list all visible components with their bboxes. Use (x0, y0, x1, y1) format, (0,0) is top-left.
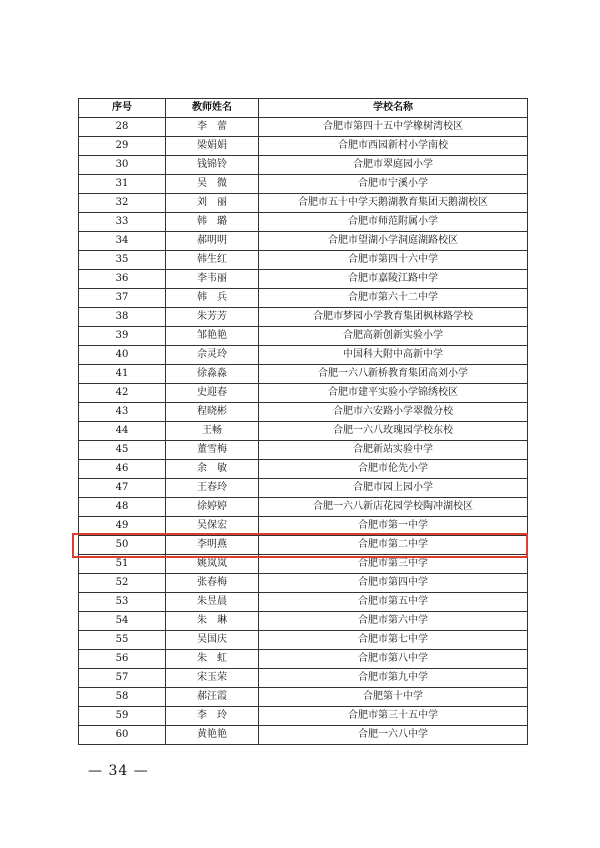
table-row (79, 137, 528, 156)
cell-school-name: 中国科大附中高新中学 (259, 346, 528, 365)
table-row (79, 669, 528, 688)
cell-teacher-name: 刘 丽 (166, 194, 259, 213)
cell-serial-number: 60 (79, 726, 166, 745)
cell-teacher-name: 吴国庆 (166, 631, 259, 650)
cell-school-name: 合肥市园上园小学 (259, 479, 528, 498)
table-row (79, 384, 528, 403)
cell-serial-number: 34 (79, 232, 166, 251)
table-row (79, 251, 528, 270)
table-row (79, 707, 528, 726)
cell-serial-number: 36 (79, 270, 166, 289)
cell-serial-number: 41 (79, 365, 166, 384)
cell-school-name: 合肥市第六中学 (259, 612, 528, 631)
teacher-school-table (78, 98, 528, 745)
cell-school-name: 合肥市师范附属小学 (259, 213, 528, 232)
table-row (79, 270, 528, 289)
table-row (79, 308, 528, 327)
cell-teacher-name: 郝明明 (166, 232, 259, 251)
cell-serial-number: 55 (79, 631, 166, 650)
cell-school-name: 合肥市第四十六中学 (259, 251, 528, 270)
cell-teacher-name: 徐婷婷 (166, 498, 259, 517)
cell-teacher-name: 韩 璐 (166, 213, 259, 232)
cell-serial-number: 35 (79, 251, 166, 270)
cell-school-name: 合肥市第六十二中学 (259, 289, 528, 308)
cell-serial-number: 57 (79, 669, 166, 688)
table-row (79, 612, 528, 631)
cell-teacher-name: 姚岚岚 (166, 555, 259, 574)
cell-teacher-name: 佘灵玲 (166, 346, 259, 365)
cell-serial-number: 51 (79, 555, 166, 574)
cell-teacher-name: 朱 虹 (166, 650, 259, 669)
cell-teacher-name: 朱芳芳 (166, 308, 259, 327)
cell-serial-number: 30 (79, 156, 166, 175)
cell-teacher-name: 王畅 (166, 422, 259, 441)
cell-teacher-name: 张春梅 (166, 574, 259, 593)
cell-teacher-name: 韩 兵 (166, 289, 259, 308)
cell-serial-number: 32 (79, 194, 166, 213)
header-school-name: 学校名称 (259, 99, 528, 118)
cell-school-name: 合肥一六八新桥教育集团高刘小学 (259, 365, 528, 384)
cell-serial-number: 40 (79, 346, 166, 365)
cell-teacher-name: 徐淼淼 (166, 365, 259, 384)
cell-teacher-name: 邹艳艳 (166, 327, 259, 346)
table-row (79, 403, 528, 422)
table-row (79, 517, 528, 536)
cell-school-name: 合肥市第七中学 (259, 631, 528, 650)
cell-serial-number: 44 (79, 422, 166, 441)
cell-teacher-name: 黄艳艳 (166, 726, 259, 745)
table-row (79, 232, 528, 251)
cell-teacher-name: 李明燕 (166, 536, 259, 555)
cell-serial-number: 53 (79, 593, 166, 612)
cell-school-name: 合肥市第一中学 (259, 517, 528, 536)
cell-school-name: 合肥市梦园小学教育集团枫林路学校 (259, 308, 528, 327)
cell-serial-number: 50 (79, 536, 166, 555)
cell-serial-number: 48 (79, 498, 166, 517)
cell-serial-number: 46 (79, 460, 166, 479)
cell-school-name: 合肥高新创新实验小学 (259, 327, 528, 346)
table-row (79, 194, 528, 213)
cell-serial-number: 39 (79, 327, 166, 346)
table-header-row (79, 99, 528, 118)
header-serial-number: 序号 (79, 99, 166, 118)
cell-school-name: 合肥市嘉陵江路中学 (259, 270, 528, 289)
cell-serial-number: 38 (79, 308, 166, 327)
table-row (79, 365, 528, 384)
cell-school-name: 合肥市第九中学 (259, 669, 528, 688)
cell-school-name: 合肥一六八玫瑰园学校东校 (259, 422, 528, 441)
cell-school-name: 合肥市六安路小学翠微分校 (259, 403, 528, 422)
cell-school-name: 合肥市第四十五中学橡树湾校区 (259, 118, 528, 137)
cell-serial-number: 59 (79, 707, 166, 726)
page-number: — 34 — (88, 763, 149, 779)
cell-teacher-name: 钱锦铃 (166, 156, 259, 175)
cell-serial-number: 37 (79, 289, 166, 308)
cell-serial-number: 28 (79, 118, 166, 137)
table-row (79, 574, 528, 593)
header-teacher-name: 教师姓名 (166, 99, 259, 118)
cell-serial-number: 47 (79, 479, 166, 498)
table-row (79, 498, 528, 517)
cell-teacher-name: 李韦丽 (166, 270, 259, 289)
cell-serial-number: 52 (79, 574, 166, 593)
table-row (79, 327, 528, 346)
cell-school-name: 合肥一六八新店花园学校陶冲湖校区 (259, 498, 528, 517)
cell-teacher-name: 宋玉荣 (166, 669, 259, 688)
cell-serial-number: 54 (79, 612, 166, 631)
cell-teacher-name: 韩生红 (166, 251, 259, 270)
cell-teacher-name: 李 玲 (166, 707, 259, 726)
cell-serial-number: 43 (79, 403, 166, 422)
cell-teacher-name: 董雪梅 (166, 441, 259, 460)
cell-school-name: 合肥第十中学 (259, 688, 528, 707)
table-body (79, 118, 528, 745)
cell-school-name: 合肥市第五中学 (259, 593, 528, 612)
table-row (79, 479, 528, 498)
cell-school-name: 合肥市第八中学 (259, 650, 528, 669)
cell-teacher-name: 余 敏 (166, 460, 259, 479)
table-row (79, 346, 528, 365)
cell-serial-number: 45 (79, 441, 166, 460)
cell-teacher-name: 梁娟娟 (166, 137, 259, 156)
cell-teacher-name: 王春玲 (166, 479, 259, 498)
table-row (79, 593, 528, 612)
cell-school-name: 合肥一六八中学 (259, 726, 528, 745)
table-row (79, 289, 528, 308)
table-row (79, 631, 528, 650)
table-row (79, 213, 528, 232)
table-row (79, 441, 528, 460)
table-row (79, 460, 528, 479)
cell-school-name: 合肥市宁溪小学 (259, 175, 528, 194)
cell-serial-number: 29 (79, 137, 166, 156)
cell-school-name: 合肥市第三十五中学 (259, 707, 528, 726)
cell-teacher-name: 朱昱晨 (166, 593, 259, 612)
cell-teacher-name: 吴 微 (166, 175, 259, 194)
cell-school-name: 合肥市建平实验小学锦绣校区 (259, 384, 528, 403)
table-row (79, 688, 528, 707)
cell-school-name: 合肥市望湖小学洞庭湖路校区 (259, 232, 528, 251)
table-row (79, 555, 528, 574)
cell-teacher-name: 吴保宏 (166, 517, 259, 536)
table-row (79, 118, 528, 137)
cell-teacher-name: 程晓彬 (166, 403, 259, 422)
cell-serial-number: 56 (79, 650, 166, 669)
table-row (79, 175, 528, 194)
cell-serial-number: 31 (79, 175, 166, 194)
cell-teacher-name: 郝汪霞 (166, 688, 259, 707)
cell-serial-number: 33 (79, 213, 166, 232)
cell-school-name: 合肥市翠庭园小学 (259, 156, 528, 175)
cell-school-name: 合肥市五十中学天鹅湖教育集团天鹅湖校区 (259, 194, 528, 213)
cell-school-name: 合肥市伦先小学 (259, 460, 528, 479)
cell-school-name: 合肥市第二中学 (259, 536, 528, 555)
cell-school-name: 合肥市西园新村小学南校 (259, 137, 528, 156)
table-row (79, 156, 528, 175)
cell-teacher-name: 李 蕾 (166, 118, 259, 137)
cell-teacher-name: 朱 琳 (166, 612, 259, 631)
cell-serial-number: 58 (79, 688, 166, 707)
cell-teacher-name: 史迎春 (166, 384, 259, 403)
cell-serial-number: 42 (79, 384, 166, 403)
cell-school-name: 合肥新站实验中学 (259, 441, 528, 460)
cell-school-name: 合肥市第三中学 (259, 555, 528, 574)
table-row (79, 422, 528, 441)
cell-serial-number: 49 (79, 517, 166, 536)
table-row (79, 726, 528, 745)
cell-school-name: 合肥市第四中学 (259, 574, 528, 593)
table-row (79, 650, 528, 669)
table-row (79, 536, 528, 555)
